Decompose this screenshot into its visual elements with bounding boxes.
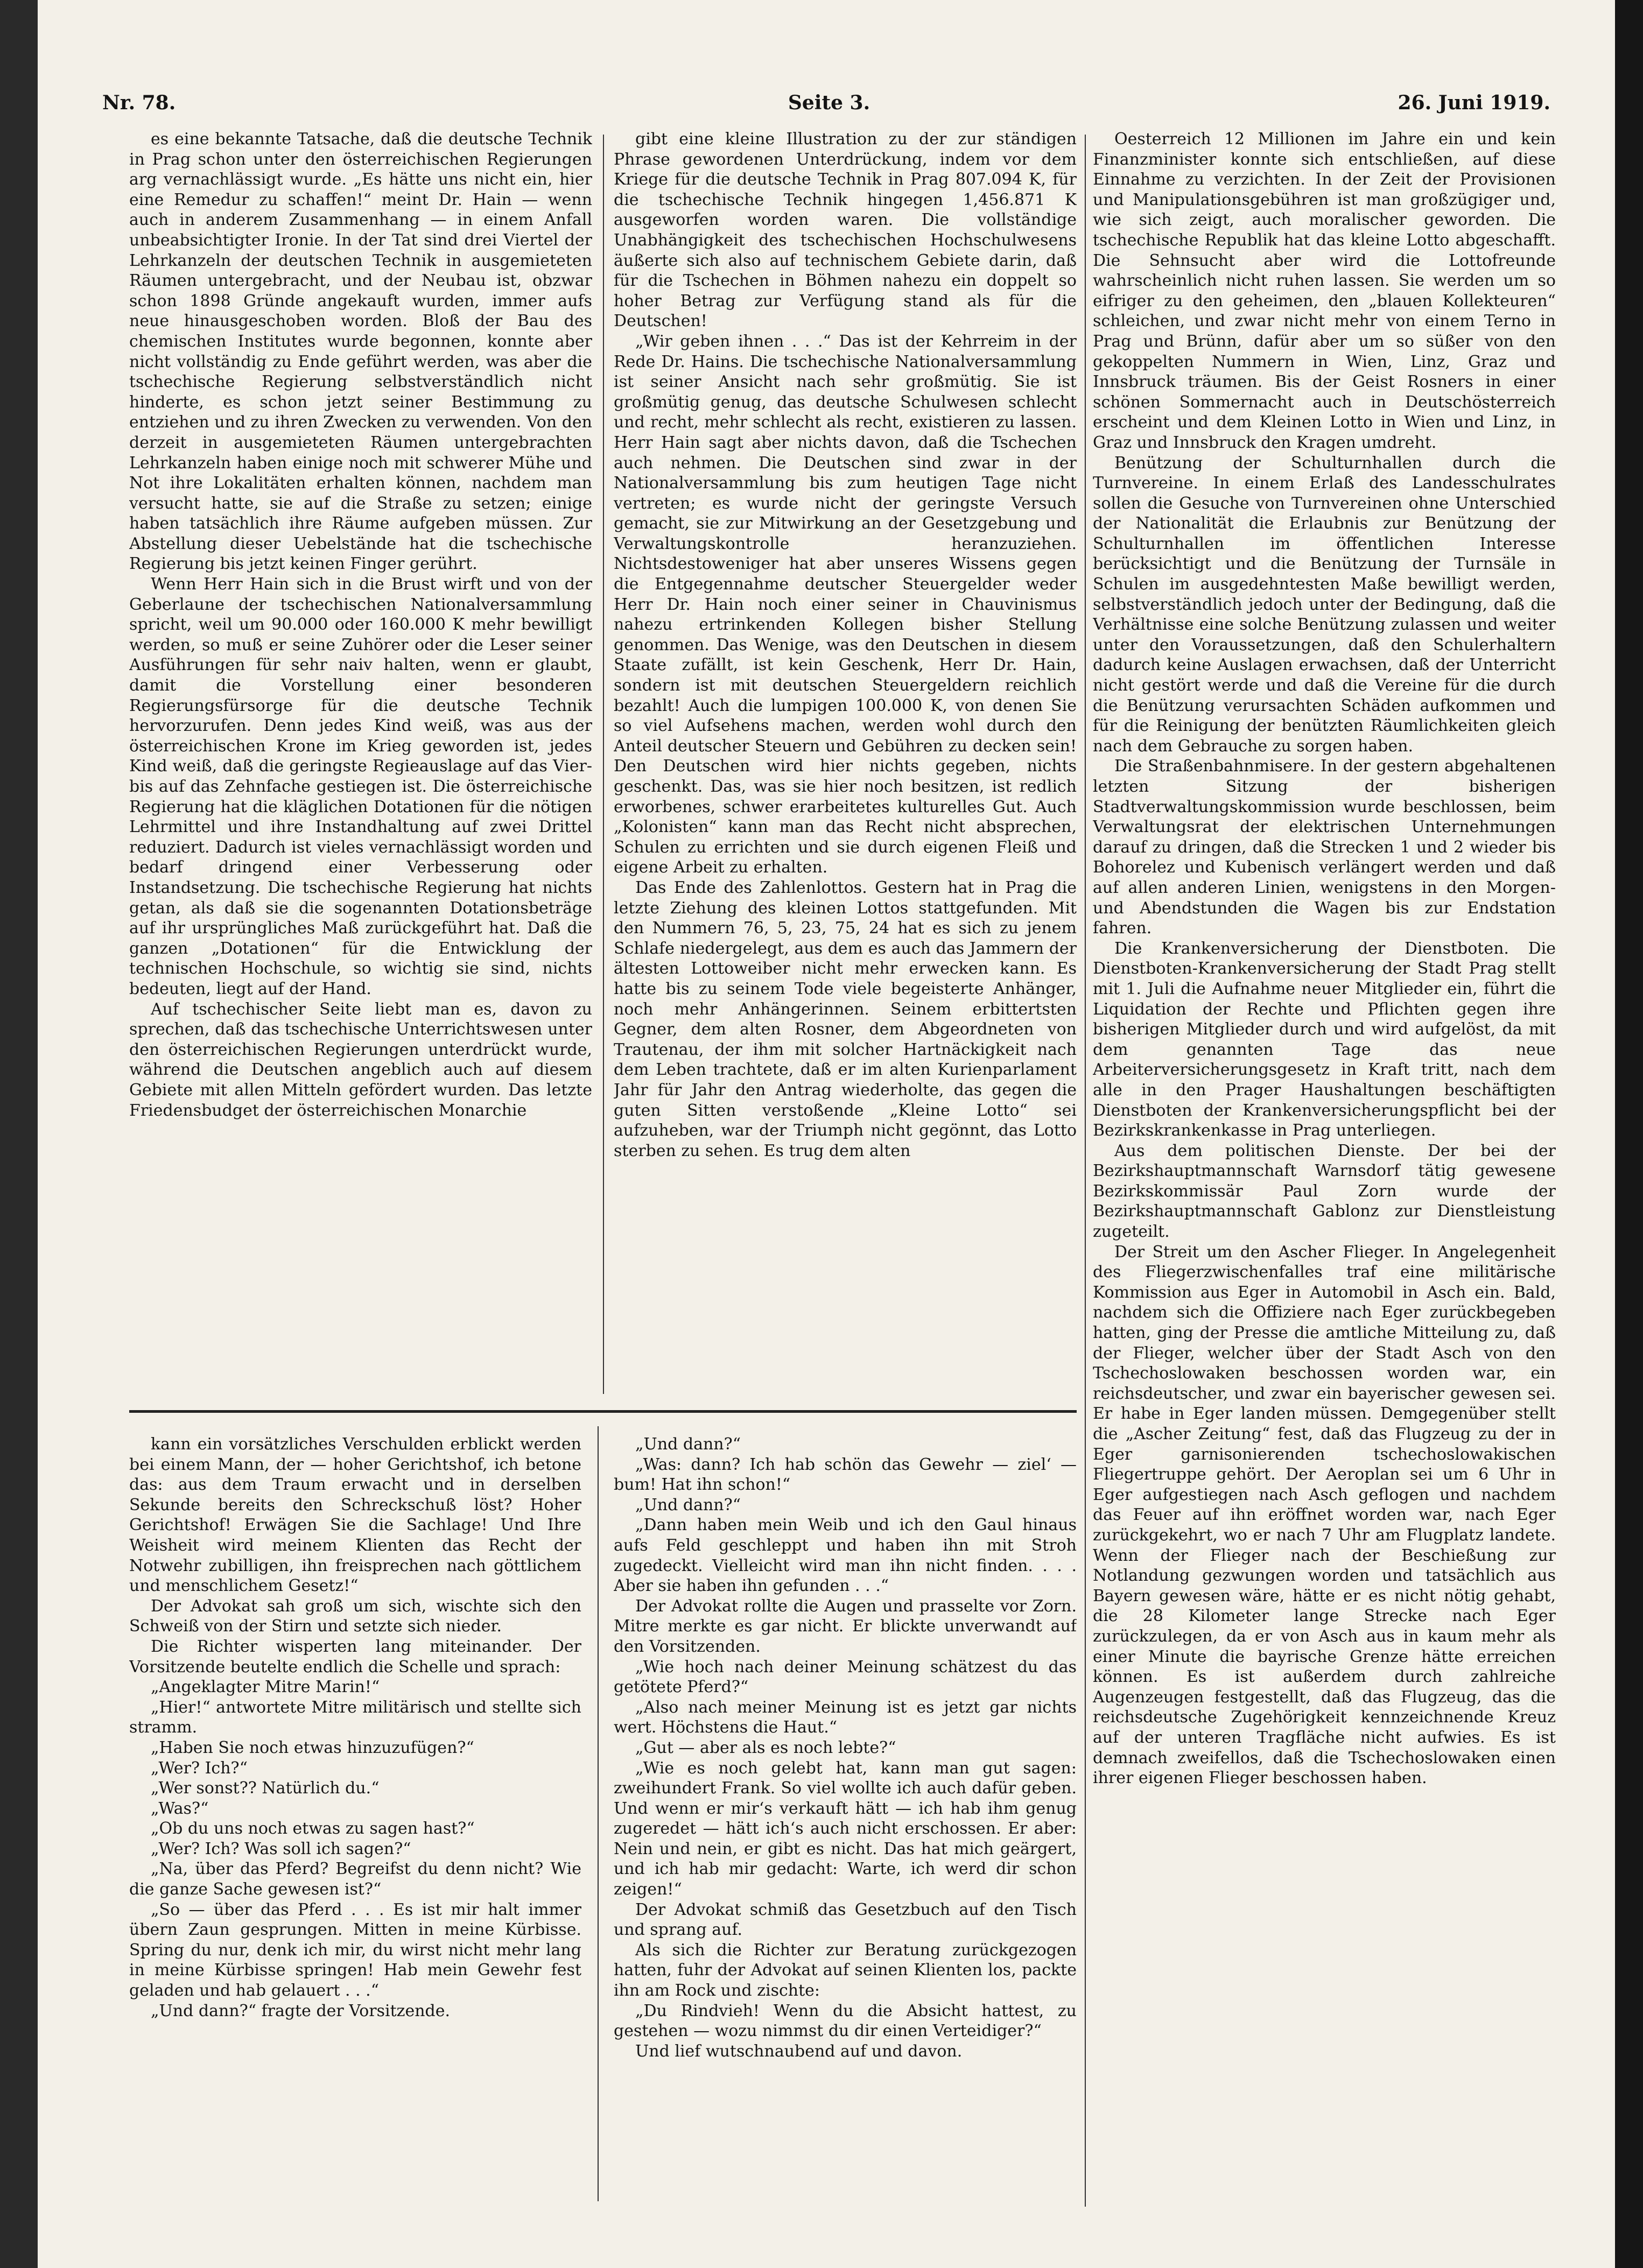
news-item-krankenversicherung: Die Krankenversicherung der Dienstboten. Die Dienstboten-Krankenversicherung der Stadt Prag stellt mit 1. Juli die Aufnahme neuer Mitglieder ein, führt die Liquidation der Rechte und Pflichten gegen ihre bisherigen Mitglieder durch und wird aufgelöst, da mit dem genannten Tage das neue Arbeiterversicherungsgesetz in Kraft tritt, nach dem alle in den Prager Haushaltungen beschäftigten Dienstboten der Krankenversicherungspflicht bei der Bezirkskrankenkasse in Prag unterliegen. <box>1093 939 1556 1140</box>
news-item-turnhallen: Benützung der Schulturnhallen durch die Turnvereine. In einem Erlaß des Landesschulrates sollen die Gesuche von Turnvereinen ohne Unterschied der Nationalität die Erlaubnis zur Benützung der Schulturnhallen im öffentlichen Interesse berücksichtigt und die Benützung der Turnsäle in Schulen im ausgedehntesten Maße bewilligt werden, selbstverständlich jedoch unter der Bedingung, daß die Verhältnisse eine solche Benützung zulassen und weiter unter den Voraussetzungen, daß den Schulerhaltern dadurch keine Auslagen erwachsen, daß der Unterricht nicht gestört werde und daß die Vereine für die durch die Benützung verursachten Schäden aufkommen und für die Reinigung der benützten Räumlichkeiten gleich nach dem Gebrauche zu sorgen haben. <box>1093 453 1556 756</box>
dialogue-line: „Angeklagter Mitre Marin!“ <box>151 1678 380 1697</box>
news-column <box>1093 129 1556 2212</box>
dialogue-line: „Du Rindvieh! Wenn du die Absicht hattest, zu gestehen — wozu nimmst du dir einen Verteidiger?“ <box>614 2001 1077 2041</box>
issue-date: 26. Juni 1919. <box>1398 91 1550 114</box>
dialogue-line: „So — über das Pferd . . . Es ist mir halt immer übern Zaun gesprungen. Mitten in meine Kürbisse. Spring du nur, denk ich mir, du wirst nicht mehr lang in meine Kürbisse springen! Hab mein Gewehr fest geladen und hab gelauert . . .“ <box>129 1900 581 2001</box>
feuilleton-column-1 <box>129 1434 581 2199</box>
paragraph: Wenn Herr Hain sich in die Brust wirft und von der Geberlaune der tschechischen Nationalversammlung spricht, weil um 90.000 oder 160.000 K mehr bewilligt werden, so muß er seine Zuhörer oder die Leser seiner Ausführungen für sehr naiv halten, wenn er glaubt, damit die Vorstellung einer besonderen Regierungsfürsorge für die deutsche Technik hervorzurufen. Denn jedes Kind weiß, was aus der österreichischen Krone im Krieg geworden ist, jedes Kind weiß, daß die geringste Regieauslage auf das Vier- bis auf das Zehnfache gestiegen ist. Die österreichische Regierung hat die kläglichen Dotationen für die nötigen Lehrmittel und ihre Instandhaltung auf zwei Drittel reduziert. Dadurch ist vieles vernachlässigt worden und bedarf dringend einer Verbesserung oder Instandsetzung. Die tschechische Regierung hat nichts getan, als daß sie die sogenannten Dotationsbeträge auf ihr ursprüngliches Maß zurückgeführt hat. Daß die ganzen „Dotationen“ für die Entwicklung der technischen Hochschule, so wichtig sie sind, nichts bedeuten, liegt auf der Hand. <box>129 575 592 998</box>
article-column-2 <box>614 129 1077 1399</box>
paragraph: Oesterreich 12 Millionen im Jahre ein und kein Finanzminister konnte sich entschließen, auf diese Einnahme zu verzichten. In der Zeit der Provisionen und Manipulationsgebühren ist man großzügiger und, wie sich zeigt, auch moralischer geworden. Die tschechische Republik hat das kleine Lotto abgeschafft. Die Sehnsucht aber wird die Lottofreunde wahrscheinlich nicht ruhen lassen. Sie werden um so eifriger zu den geheimen, den „blauen Kollekteuren“ schleichen, und zwar nicht mehr von einem Terno in Prag und Brünn, dafür aber um so süßer von den gekoppelten Nummern in Wien, Linz, Graz und Innsbruck träumen. Bis der Geist Rosners in einer schönen Sommernacht auch in Deutschösterreich erscheint und dem Kleinen Lotto in Wien und Linz, in Graz und Innsbruck den Kragen umdreht. <box>1093 130 1556 452</box>
column-rule-2 <box>1085 135 1086 2207</box>
paragraph: Und lief wutschnaubend auf und davon. <box>635 2041 963 2061</box>
feuilleton-column-2 <box>614 1434 1077 2199</box>
dialogue-line: „Und dann?“ <box>635 1495 741 1515</box>
dialogue-line: „Und dann?“ <box>635 1435 741 1454</box>
paragraph: Als sich die Richter zur Beratung zurückgezogen hatten, fuhr der Advokat auf seinen Klienten los, packte ihn am Rock und zischte: <box>614 1940 1077 2001</box>
dialogue-line: „Wer sonst?? Natürlich du.“ <box>151 1779 380 1798</box>
paragraph: Die Richter wisperten lang miteinander. Der Vorsitzende beutelte endlich die Schelle und sprach: <box>129 1637 581 1677</box>
paragraph: Der Advokat schmiß das Gesetzbuch auf den Tisch und sprang auf. <box>614 1900 1077 1940</box>
scan-left-edge <box>0 0 38 2268</box>
section-divider <box>129 1410 1077 1413</box>
paragraph: kann ein vorsätzliches Verschulden erblickt werden bei einem Mann, der — hoher Gerichtshof, ich betone das: aus dem Traum erwacht und in derselben Sekunde bereits den Schreckschuß löst? Hoher Gerichtshof! Erwägen Sie die Sachlage! Und Ihre Weisheit wird meinem Klienten das Recht der Notwehr zubilligen, ihn freisprechen nach göttlichem und menschlichem Gesetz!“ <box>129 1435 581 1596</box>
news-item-politischer-dienst: Aus dem politischen Dienste. Der bei der Bezirkshauptmannschaft Warnsdorf tätig gewesene Bezirkskommissär Paul Zorn wurde der Bezirkshauptmannschaft Gablonz zur Dienstleistung zugeteilt. <box>1093 1141 1556 1242</box>
dialogue-line: „Wie es noch gelebt hat, kann man gut sagen: zweihundert Frank. So viel wollte ich auch dafür geben. Und wenn er mir‘s verkauft hätt — ich hab ihm genug zugeredet — hätt ich‘s auch nicht erschossen. Er aber: Nein und nein, er gibt es nicht. Das hat mich geärgert, und ich hab mir gedacht: Warte, ich werd dir schon zeigen!“ <box>614 1758 1077 1899</box>
dialogue-line: „Wer? Ich? Was soll ich sagen?“ <box>151 1839 411 1858</box>
column-rule-1 <box>603 135 604 1394</box>
dialogue-line: „Wie hoch nach deiner Meinung schätzest du das getötete Pferd?“ <box>614 1657 1077 1697</box>
dialogue-line: „Gut — aber als es noch lebte?“ <box>635 1738 896 1757</box>
article-column-1 <box>129 129 592 1399</box>
scan-right-edge <box>1615 0 1643 2268</box>
dialogue-line: „Na, über das Pferd? Begreifst du denn nicht? Wie die ganze Sache gewesen ist?“ <box>129 1860 581 1899</box>
news-item-ascher-flieger: Der Streit um den Ascher Flieger. In Angelegenheit des Fliegerzwischenfalles traf eine militärische Kommission aus Eger in Automobil in Asch ein. Bald, nachdem sich die Offiziere nach Eger zurückbegeben hatten, ging der Presse die amtliche Mitteilung zu, daß der Flieger, welcher über der Stadt Asch von den Tschechoslowaken beschossen worden war, ein reichsdeutscher, und zwar ein bayerischer gewesen sei. Er habe in Eger landen müssen. Demgegenüber stellt die „Ascher Zeitung“ fest, daß das Flugzeug zu der in Eger garnisonierenden tschechoslowakischen Fliegertruppe gehört. Der Aeroplan sei um 6 Uhr in Eger aufgestiegen nach Asch geflogen und nachdem das Feuer auf ihn eröffnet worden war, nach Eger zurückgekehrt, wo er nach 7 Uhr am Flugplatz landete. Wenn der Flieger nach der Beschießung zur Notlandung gezwungen worden und tatsächlich aus Bayern gewesen wäre, hätte er es nicht nötig gehabt, die 28 Kilometer lange Strecke nach Eger zurückzulegen, da er von Asch aus in kaum mehr als einer Minute die bayrische Grenze hätte erreichen können. Es ist außerdem durch zahlreiche Augenzeugen festgestellt, daß das Flugzeug, das die reichsdeutsche Zugehörigkeit kennzeichnende Kreuz auf der unteren Tragfläche nicht aufwies. Es ist demnach zweifellos, daß die Tschechoslowaken einen ihrer eigenen Flieger beschossen haben. <box>1093 1242 1556 1788</box>
dialogue-line: „Ob du uns noch etwas zu sagen hast?“ <box>151 1819 475 1839</box>
dialogue-line: „Also nach meiner Meinung ist es jetzt gar nichts wert. Höchstens die Haut.“ <box>614 1698 1077 1737</box>
paragraph: „Wir geben ihnen . . .“ Das ist der Kehrreim in der Rede Dr. Hains. Die tschechische Nationalversammlung ist seiner Ansicht nach sehr großmütig. Sie ist großmütig genug, das deutsche Schulwesen schlecht und recht, mehr schlecht als recht, existieren zu lassen. Herr Hain sagt aber nichts davon, daß die Tschechen auch nehmen. Die Deutschen sind zwar in der Nationalversammlung bis zum heutigen Tage nicht vertreten; es wurde nicht der geringste Versuch gemacht, sie zur Mitwirkung an der Gesetzgebung und Verwaltungskontrolle heranzuziehen. Nichtsdestoweniger hat aber unseres Wissens gegen die Entgegennahme deutscher Steuergelder weder Herr Dr. Hain noch einer seiner in Chauvinismus nahezu ertrinkenden Kollegen bisher Stellung genommen. Das Wenige, was den Deutschen in diesem Staate zufällt, ist kein Geschenk, Herr Dr. Hain, sondern ist mit deutschen Steuergeldern reichlich bezahlt! Auch die lumpigen 100.000 K, von denen Sie so viel Aufsehens machen, werden wohl durch den Anteil deutscher Steuern und Gebühren zu decken sein! Den Deutschen wird hier nichts gegeben, nichts geschenkt. Das, was sie hier noch besitzen, ist redlich erworbenes, schwer erarbeitetes kulturelles Gut. Auch „Kolonisten“ kann man das Recht nicht absprechen, Schulen zu errichten und sie durch eigenen Fleiß und eigene Arbeit zu erhalten. <box>614 332 1077 877</box>
dialogue-line: „Was?“ <box>151 1799 209 1818</box>
dialogue-line: „Und dann?“ fragte der Vorsitzende. <box>151 2001 451 2020</box>
dialogue-line: „Hier!“ antwortete Mitre militärisch und stellte sich stramm. <box>129 1698 581 1737</box>
dialogue-line: „Wer? Ich?“ <box>151 1758 248 1778</box>
news-item-strassenbahn: Die Straßenbahnmisere. In der gestern abgehaltenen letzten Sitzung der bisherigen Stadtverwaltungskommission wurde beschlossen, beim Verwaltungsrat der elektrischen Unternehmungen darauf zu dringen, daß die Strecken 1 und 2 wieder bis Bohorelez und Kubenisch verlängert werden und daß auf allen anderen Linien, wenigstens in den Morgen- und Abendstunden die Wagen bis zur Endstation fahren. <box>1093 757 1556 938</box>
page-header <box>102 81 1550 118</box>
paragraph: Der Advokat rollte die Augen und prasselte vor Zorn. Mitre merkte es gar nicht. Er blickte unverwandt auf den Vorsitzenden. <box>614 1596 1077 1656</box>
paragraph: Der Advokat sah groß um sich, wischte sich den Schweiß von der Stirn und setzte sich nieder. <box>129 1596 581 1636</box>
paragraph: gibt eine kleine Illustration zu der zur ständigen Phrase gewordenen Unterdrückung, indem vor dem Kriege für die deutsche Technik in Prag 807.094 K, für die tschechische Technik hingegen 1,456.871 K ausgeworfen worden waren. Die vollständige Unabhängigkeit des tschechischen Hochschulwesens äußerte sich also auf technischem Gebiete darin, daß für die Tschechen in Böhmen nahezu ein doppelt so hoher Betrag zur Verfügung stand als für die Deutschen! <box>614 130 1077 331</box>
column-rule-3 <box>598 1426 599 2201</box>
page-number: Seite 3. <box>788 91 870 114</box>
paragraph: es eine bekannte Tatsache, daß die deutsche Technik in Prag schon unter den österreichischen Regierungen arg vernachlässigt wurde. „Es hätte uns nicht ein, hier eine Remedur zu schaffen!“ meint Dr. Hain — wenn auch in anderem Zusammenhang — in einem Anfall unbeabsichtigter Ironie. In der Tat sind drei Viertel der Lehrkanzeln der deutschen Technik in ausgemieteten Räumen untergebracht, und der Neubau ist, obzwar schon 1898 Gründe angekauft wurden, immer aufs neue hinausgeschoben worden. Bloß der Bau des chemischen Institutes wurde begonnen, konnte aber nicht vollständig zu Ende geführt werden, was aber die tschechische Regierung selbstverständlich nicht hinderte, es schon jetzt seiner Bestimmung zu entziehen und zu ihren Zwecken zu verwenden. Von den derzeit in ausgemieteten Räumen untergebrachten Lehrkanzeln haben einige noch mit schwerer Mühe und Not ihre Lokalitäten erhalten können, nachdem man versucht hatte, sie auf die Straße zu setzen; einige haben tatsächlich ihre Räume aufgeben müssen. Zur Abstellung dieser Uebelstände hat die tschechische Regierung bis jetzt keinen Finger gerührt. <box>129 130 592 574</box>
issue-number: Nr. 78. <box>102 91 176 114</box>
dialogue-line: „Was: dann? Ich hab schön das Gewehr — ziel‘ — bum! Hat ihn schon!“ <box>614 1455 1077 1495</box>
dialogue-line: „Dann haben mein Weib und ich den Gaul hinaus aufs Feld geschleppt und haben ihn mit Stroh zugedeckt. Vielleicht wird man ihn nicht finden. . . . Aber sie haben ihn gefunden . . .“ <box>614 1516 1077 1596</box>
news-item-lotto: Das Ende des Zahlenlottos. Gestern hat in Prag die letzte Ziehung des kleinen Lottos stattgefunden. Mit den Nummern 76, 5, 23, 75, 24 hat es sich zu jenem Schlafe niedergelegt, aus dem es auch das Jammern der ältesten Lottoweiber nicht mehr erwecken kann. Es hatte bis zu seinem Tode viele begeisterte Anhänger, noch mehr Anhängerinnen. Seinem erbittertsten Gegner, dem alten Rosner, dem Abgeordneten von Trautenau, der ihm mit solcher Hartnäckigkeit nach dem Leben trachtete, daß er im alten Kurienparlament Jahr für Jahr den Antrag wiederholte, das gegen die guten Sitten verstoßende „Kleine Lotto“ sei aufzuheben, war der Triumph nicht gegönnt, das Lotto sterben zu sehen. Es trug dem alten <box>614 878 1077 1160</box>
dialogue-line: „Haben Sie noch etwas hinzuzufügen?“ <box>151 1738 474 1757</box>
paragraph: Auf tschechischer Seite liebt man es, davon zu sprechen, daß das tschechische Unterrichtswesen unter den österreichischen Regierungen unterdrückt wurde, während die Deutschen angeblich auch auf diesem Gebiete mit allen Mitteln gefördert wurden. Das letzte Friedensbudget der österreichischen Monarchie <box>129 999 592 1120</box>
